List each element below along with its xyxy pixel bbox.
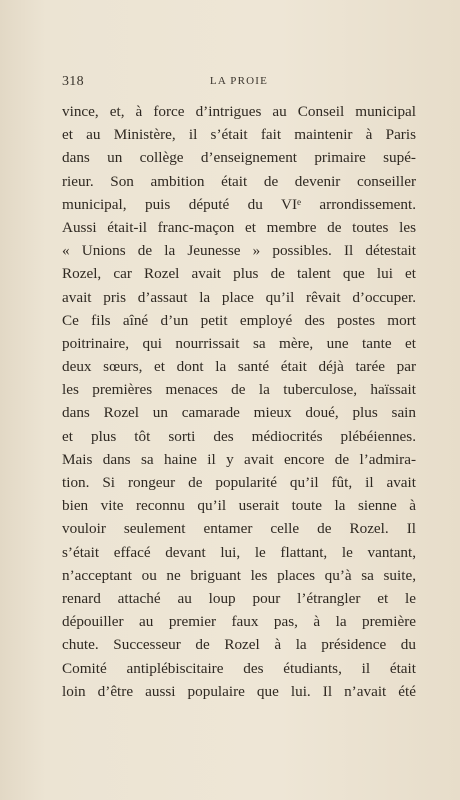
text-line: avait pris d’assaut la place qu’il rêvait d’occuper. [62,288,416,306]
text-line: loin d’être aussi populaire que lui. Il n’avait été [62,682,416,700]
text-line: vince, et, à force d’intrigues au Conseil municipal [62,103,416,120]
text-line: dans un collège d’enseignement primaire supé- [62,149,416,167]
text-line: rieur. Son ambition était de devenir conseiller [62,172,416,190]
running-title: LA PROIE [209,75,269,87]
text-line: bien vite reconnu qu’il userait toute la sienne à [62,497,416,515]
text-line: Ce fils aîné d’un petit employé des postes mort [62,311,416,329]
text-line: « Unions de la Jeunesse » possibles. Il détestait [62,242,416,260]
text-line: chute. Successeur de Rozel à la présidence du [62,636,416,654]
text-line: tion. Si rongeur de popularité qu’il fût, il avait [62,474,416,491]
body-text [62,100,416,703]
text-line: s’était effacé devant lui, le flattant, le vantant, [62,543,416,561]
text-line: dans Rozel un camarade mieux doué, plus sain [62,404,416,422]
page-number: 318 [62,74,84,89]
text-line: les premières menaces de la tuberculose, haïssait [62,381,416,399]
text-line: Rozel, car Rozel avait plus de talent que lui et [62,265,416,283]
text-line: municipal, puis député du VIᵉ arrondissement. [62,195,416,213]
text-line: Aussi était-il franc-maçon et membre de toutes les [62,218,416,236]
text-line: Comité antiplébiscitaire des étudiants, il était [62,659,416,677]
page-header [62,74,416,94]
text-line: n’acceptant ou ne briguant les places qu’à sa suite, [62,566,416,584]
text-line: poitrinaire, qui nourrissait sa mère, une tante et [62,334,416,352]
text-line: Mais dans sa haine il y avait encore de l’admira- [62,450,416,468]
text-line: dépouiller au premier faux pas, à la première [62,613,416,631]
text-line: et plus tôt sorti des médiocrités plébéiennes. [62,427,416,445]
text-line: vouloir seulement entamer celle de Rozel. Il [62,520,416,538]
text-line: renard attaché au loup pour l’étrangler et le [62,589,416,607]
text-line: deux sœurs, et dont la santé était déjà tarée par [62,358,416,376]
text-line: et au Ministère, il s’était fait maintenir à Paris [62,126,416,144]
